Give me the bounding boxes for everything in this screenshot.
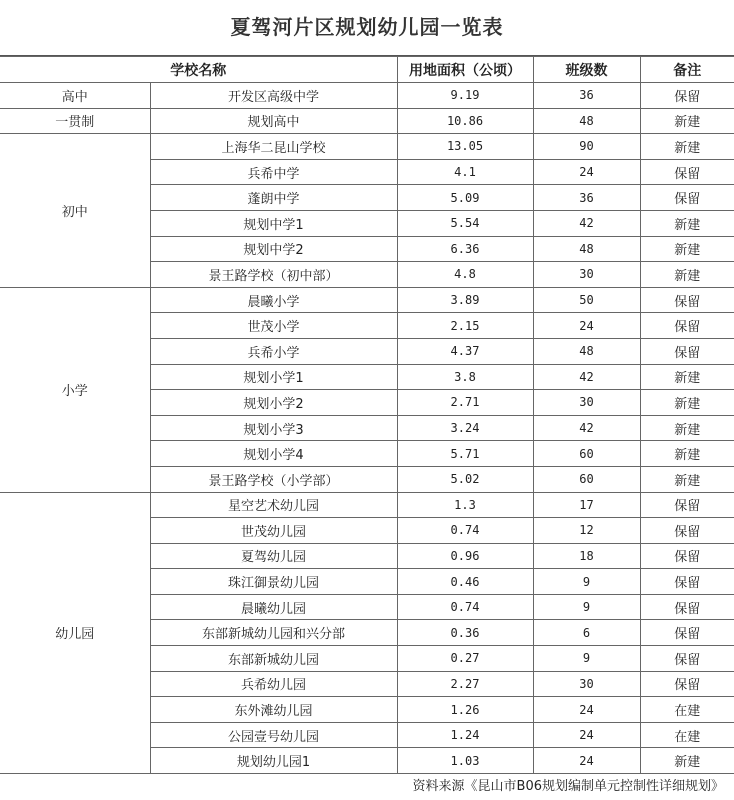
header-area: 用地面积（公顷）	[397, 57, 533, 83]
classes-cell: 30	[533, 671, 640, 697]
classes-cell: 24	[533, 159, 640, 185]
note-cell: 在建	[640, 697, 734, 723]
classes-cell: 42	[533, 364, 640, 390]
area-cell: 4.1	[397, 159, 533, 185]
school-name-cell: 世茂小学	[150, 313, 397, 339]
category-cell: 幼儿园	[0, 492, 150, 774]
header-school-name: 学校名称	[0, 57, 397, 83]
classes-cell: 36	[533, 185, 640, 211]
classes-cell: 6	[533, 620, 640, 646]
category-cell: 初中	[0, 134, 150, 288]
area-cell: 0.46	[397, 569, 533, 595]
note-cell: 新建	[640, 748, 734, 774]
school-name-cell: 兵希幼儿园	[150, 671, 397, 697]
header-note: 备注	[640, 57, 734, 83]
area-cell: 1.24	[397, 722, 533, 748]
note-cell: 保留	[640, 569, 734, 595]
area-cell: 10.86	[397, 108, 533, 134]
classes-cell: 50	[533, 287, 640, 313]
school-name-cell: 东部新城幼儿园和兴分部	[150, 620, 397, 646]
area-cell: 1.26	[397, 697, 533, 723]
school-name-cell: 珠江御景幼儿园	[150, 569, 397, 595]
category-cell: 小学	[0, 287, 150, 492]
table-header-row	[0, 57, 734, 83]
area-cell: 3.24	[397, 415, 533, 441]
classes-cell: 9	[533, 569, 640, 595]
area-cell: 2.27	[397, 671, 533, 697]
school-name-cell: 景王路学校（初中部）	[150, 262, 397, 288]
category-cell: 一贯制	[0, 108, 150, 134]
school-name-cell: 规划小学3	[150, 415, 397, 441]
school-name-cell: 世茂幼儿园	[150, 518, 397, 544]
note-cell: 保留	[640, 313, 734, 339]
area-cell: 2.15	[397, 313, 533, 339]
source-note: 资料来源《昆山市B06规划编制单元控制性详细规划》	[412, 779, 724, 795]
school-name-cell: 晨曦小学	[150, 287, 397, 313]
note-cell: 保留	[640, 83, 734, 109]
area-cell: 0.27	[397, 646, 533, 672]
classes-cell: 24	[533, 313, 640, 339]
classes-cell: 42	[533, 210, 640, 236]
header-classes: 班级数	[533, 57, 640, 83]
note-cell: 新建	[640, 415, 734, 441]
note-cell: 新建	[640, 364, 734, 390]
school-name-cell: 规划小学2	[150, 390, 397, 416]
area-cell: 0.36	[397, 620, 533, 646]
area-cell: 0.96	[397, 543, 533, 569]
note-cell: 保留	[640, 492, 734, 518]
note-cell: 新建	[640, 210, 734, 236]
note-cell: 新建	[640, 134, 734, 160]
school-table	[0, 56, 734, 774]
note-cell: 保留	[640, 594, 734, 620]
note-cell: 保留	[640, 287, 734, 313]
note-cell: 新建	[640, 390, 734, 416]
note-cell: 新建	[640, 108, 734, 134]
note-cell: 新建	[640, 441, 734, 467]
classes-cell: 24	[533, 697, 640, 723]
area-cell: 5.54	[397, 210, 533, 236]
area-cell: 0.74	[397, 518, 533, 544]
table-row	[0, 83, 734, 109]
school-name-cell: 开发区高级中学	[150, 83, 397, 109]
school-name-cell: 上海华二昆山学校	[150, 134, 397, 160]
area-cell: 4.8	[397, 262, 533, 288]
area-cell: 5.02	[397, 466, 533, 492]
note-cell: 保留	[640, 518, 734, 544]
table-row	[0, 134, 734, 160]
page-title: 夏驾河片区规划幼儿园一览表	[0, 0, 734, 56]
note-cell: 保留	[640, 185, 734, 211]
area-cell: 5.71	[397, 441, 533, 467]
classes-cell: 48	[533, 338, 640, 364]
classes-cell: 12	[533, 518, 640, 544]
school-name-cell: 晨曦幼儿园	[150, 594, 397, 620]
school-name-cell: 规划中学2	[150, 236, 397, 262]
area-cell: 0.74	[397, 594, 533, 620]
school-name-cell: 规划幼儿园1	[150, 748, 397, 774]
note-cell: 保留	[640, 671, 734, 697]
school-name-cell: 星空艺术幼儿园	[150, 492, 397, 518]
area-cell: 5.09	[397, 185, 533, 211]
area-cell: 1.3	[397, 492, 533, 518]
note-cell: 保留	[640, 646, 734, 672]
school-name-cell: 兵希小学	[150, 338, 397, 364]
note-cell: 保留	[640, 543, 734, 569]
classes-cell: 42	[533, 415, 640, 441]
note-cell: 在建	[640, 722, 734, 748]
note-cell: 新建	[640, 236, 734, 262]
area-cell: 6.36	[397, 236, 533, 262]
area-cell: 3.8	[397, 364, 533, 390]
category-cell: 高中	[0, 83, 150, 109]
table-row	[0, 492, 734, 518]
note-cell: 新建	[640, 262, 734, 288]
school-name-cell: 景王路学校（小学部）	[150, 466, 397, 492]
school-name-cell: 规划高中	[150, 108, 397, 134]
classes-cell: 48	[533, 236, 640, 262]
school-name-cell: 规划中学1	[150, 210, 397, 236]
classes-cell: 30	[533, 390, 640, 416]
area-cell: 4.37	[397, 338, 533, 364]
note-cell: 新建	[640, 466, 734, 492]
table-row	[0, 287, 734, 313]
school-name-cell: 夏驾幼儿园	[150, 543, 397, 569]
area-cell: 13.05	[397, 134, 533, 160]
classes-cell: 48	[533, 108, 640, 134]
area-cell: 3.89	[397, 287, 533, 313]
table-row	[0, 108, 734, 134]
school-name-cell: 蓬朗中学	[150, 185, 397, 211]
classes-cell: 30	[533, 262, 640, 288]
area-cell: 1.03	[397, 748, 533, 774]
classes-cell: 9	[533, 646, 640, 672]
classes-cell: 24	[533, 748, 640, 774]
school-name-cell: 东外滩幼儿园	[150, 697, 397, 723]
note-cell: 保留	[640, 338, 734, 364]
area-cell: 2.71	[397, 390, 533, 416]
school-name-cell: 公园壹号幼儿园	[150, 722, 397, 748]
school-name-cell: 规划小学4	[150, 441, 397, 467]
classes-cell: 17	[533, 492, 640, 518]
classes-cell: 18	[533, 543, 640, 569]
school-name-cell: 东部新城幼儿园	[150, 646, 397, 672]
note-cell: 保留	[640, 620, 734, 646]
note-cell: 保留	[640, 159, 734, 185]
classes-cell: 9	[533, 594, 640, 620]
classes-cell: 36	[533, 83, 640, 109]
classes-cell: 24	[533, 722, 640, 748]
classes-cell: 60	[533, 466, 640, 492]
school-name-cell: 规划小学1	[150, 364, 397, 390]
classes-cell: 60	[533, 441, 640, 467]
area-cell: 9.19	[397, 83, 533, 109]
school-name-cell: 兵希中学	[150, 159, 397, 185]
classes-cell: 90	[533, 134, 640, 160]
